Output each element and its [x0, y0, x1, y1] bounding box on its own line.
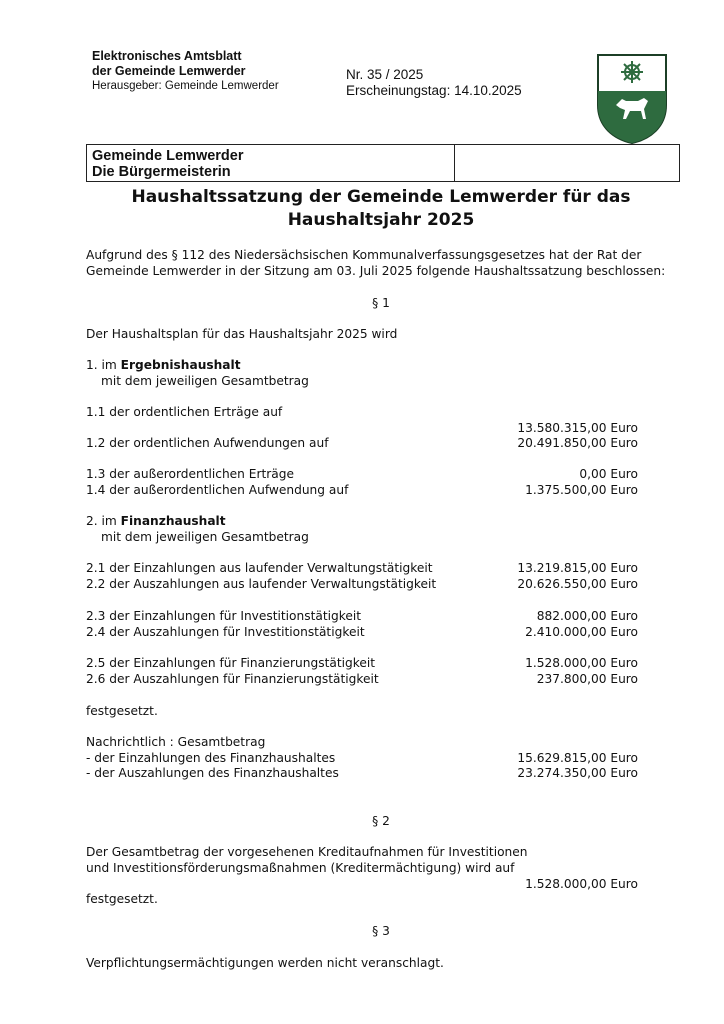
ergebnis-item-label: 1.4 der außerordentlichen Aufwendung auf	[86, 483, 349, 497]
finanz-item-label: 2.1 der Einzahlungen aus laufender Verwaltungstätigkeit	[86, 561, 433, 575]
section3-text: Verpflichtungsermächtigungen werden nicht veranschlagt.	[86, 956, 444, 970]
finanz-item-label: 2.4 der Auszahlungen für Investitionstätigkeit	[86, 625, 365, 639]
ergebnis-item-value: 13.580.315,00 Euro	[517, 421, 638, 435]
authority-cell	[87, 145, 455, 181]
finanz-item-label: 2.6 der Auszahlungen für Finanzierungstätigkeit	[86, 672, 379, 686]
note-item-label: - der Auszahlungen des Finanzhaushaltes	[86, 766, 339, 780]
section2-closing: festgesetzt.	[86, 892, 158, 906]
finanz-name: Finanzhaushalt	[120, 514, 226, 528]
publisher: Herausgeber: Gemeinde Lemwerder	[92, 80, 279, 92]
ergebnis-item-value: 0,00 Euro	[579, 467, 638, 481]
finanz-item-label: 2.3 der Einzahlungen für Investitionstätigkeit	[86, 609, 362, 623]
authority-line1: Gemeinde Lemwerder	[92, 148, 244, 164]
ergebnis-item-label: 1.2 der ordentlichen Aufwendungen auf	[86, 436, 329, 450]
municipal-crest-icon	[596, 53, 668, 145]
ergebnis-name: Ergebnishaushalt	[120, 358, 241, 372]
finanz-item-value: 882.000,00 Euro	[536, 609, 638, 623]
finanz-item-label: 2.2 der Auszahlungen aus laufender Verwaltungstätigkeit	[86, 577, 437, 591]
publication-line2: der Gemeinde Lemwerder	[92, 64, 246, 78]
finanz-sub: mit dem jeweiligen Gesamtbetrag	[101, 530, 309, 544]
issue-info	[346, 67, 522, 99]
page-title	[86, 186, 676, 232]
finanz-item-value: 1.528.000,00 Euro	[525, 656, 638, 670]
section1-heading: § 1	[372, 296, 390, 310]
section3-heading: § 3	[372, 924, 390, 938]
note-item-value: 23.274.350,00 Euro	[517, 766, 638, 780]
section2-heading: § 2	[372, 814, 390, 828]
note-item-label: - der Einzahlungen des Finanzhaushaltes	[86, 751, 336, 765]
section1-closing: festgesetzt.	[86, 704, 158, 718]
section2-value: 1.528.000,00 Euro	[525, 877, 638, 891]
authority-box	[86, 144, 680, 182]
section2-line2: und Investitionsförderungsmaßnahmen (Kreditermächtigung) wird auf	[86, 861, 515, 875]
note-heading: Nachrichtlich : Gesamtbetrag	[86, 735, 266, 749]
title-line1: Haushaltssatzung der Gemeinde Lemwerder für das	[131, 187, 631, 207]
finanz-item-value: 2.410.000,00 Euro	[525, 625, 638, 639]
title-line2: Haushaltsjahr 2025	[287, 210, 475, 230]
publication-info	[92, 49, 279, 94]
section2-line1: Der Gesamtbetrag der vorgesehenen Kreditaufnahmen für Investitionen	[86, 845, 528, 859]
ergebnis-prefix: 1. im	[86, 358, 121, 372]
finanz-item-value: 20.626.550,00 Euro	[517, 577, 638, 591]
issue-date: Erscheinungstag: 14.10.2025	[346, 83, 522, 98]
note-item-value: 15.629.815,00 Euro	[517, 751, 638, 765]
finanz-item-label: 2.5 der Einzahlungen für Finanzierungstätigkeit	[86, 656, 376, 670]
finanz-heading	[86, 514, 226, 530]
ergebnis-item-value: 20.491.850,00 Euro	[517, 436, 638, 450]
intro-line2: Gemeinde Lemwerder in der Sitzung am 03. Juli 2025 folgende Haushaltssatzung beschlossen:	[86, 264, 666, 278]
ergebnis-item-label: 1.1 der ordentlichen Erträge auf	[86, 405, 283, 419]
publication-line1: Elektronisches Amtsblatt	[92, 49, 242, 63]
finanz-item-value: 237.800,00 Euro	[536, 672, 638, 686]
finanz-prefix: 2. im	[86, 514, 121, 528]
section1-lead: Der Haushaltsplan für das Haushaltsjahr 2025 wird	[86, 327, 398, 341]
ergebnis-sub: mit dem jeweiligen Gesamtbetrag	[101, 374, 309, 388]
intro-line1: Aufgrund des § 112 des Niedersächsischen Kommunalverfassungsgesetzes hat der Rat der	[86, 248, 642, 262]
ergebnis-item-value: 1.375.500,00 Euro	[525, 483, 638, 497]
ergebnis-item-label: 1.3 der außerordentlichen Erträge	[86, 467, 294, 481]
finanz-item-value: 13.219.815,00 Euro	[517, 561, 638, 575]
authority-line2: Die Bürgermeisterin	[92, 164, 231, 180]
ergebnis-heading	[86, 358, 241, 374]
issue-number: Nr. 35 / 2025	[346, 67, 424, 82]
